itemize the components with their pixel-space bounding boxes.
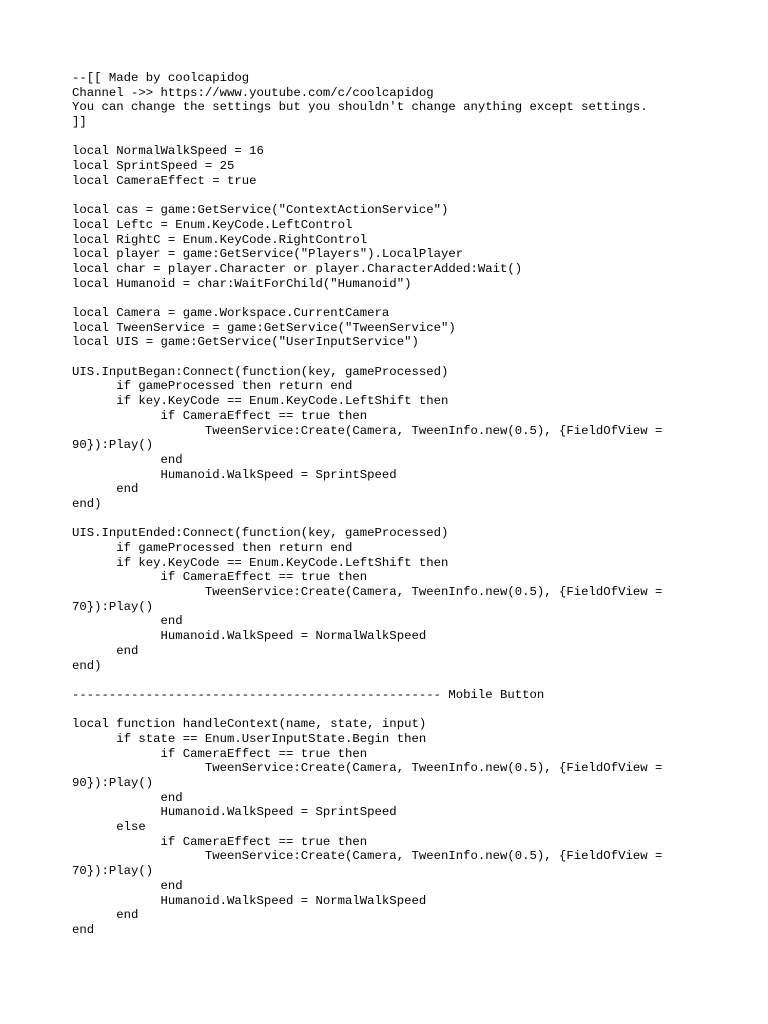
code-line: 90}):Play() bbox=[72, 776, 154, 790]
code-line: UIS.InputEnded:Connect(function(key, gameProcessed) bbox=[72, 526, 449, 541]
code-line: end) bbox=[72, 658, 102, 673]
code-line: end bbox=[72, 643, 139, 658]
code-line: else bbox=[72, 820, 146, 835]
code-line: local cas = game:GetService("ContextActionService") bbox=[72, 203, 449, 218]
code-line: end) bbox=[72, 496, 102, 511]
code-line: local SprintSpeed = 25 bbox=[72, 159, 235, 174]
code-line: You can change the settings but you shouldn't change anything except settings. bbox=[72, 100, 648, 115]
code-line: end bbox=[72, 878, 183, 893]
code-line bbox=[72, 189, 712, 204]
code-line bbox=[72, 291, 712, 306]
code-line: local RightC = Enum.KeyCode.RightControl bbox=[72, 232, 368, 247]
code-line: local Leftc = Enum.KeyCode.LeftControl bbox=[72, 217, 353, 232]
code-line: 70}):Play() bbox=[72, 599, 154, 614]
code-line: if CameraEffect == true then bbox=[72, 570, 368, 585]
code-line: Humanoid.WalkSpeed = NormalWalkSpeed bbox=[72, 629, 427, 644]
code-line bbox=[72, 350, 712, 365]
code-line: end bbox=[72, 908, 139, 923]
code-line: 70}):Play() bbox=[72, 864, 154, 879]
code-line: ]] bbox=[72, 115, 87, 130]
code-line: local function handleContext(name, state, input) bbox=[72, 717, 427, 732]
code-line: if key.KeyCode == Enum.KeyCode.LeftShift then bbox=[72, 555, 449, 570]
code-line: end bbox=[72, 482, 139, 497]
code-line bbox=[72, 673, 712, 688]
code-line: local NormalWalkSpeed = 16 bbox=[72, 144, 264, 159]
code-line bbox=[72, 512, 712, 527]
code-line: TweenService:Create(Camera, TweenInfo.new(0.5), {FieldOfView = bbox=[72, 585, 663, 600]
code-line: end bbox=[72, 790, 183, 805]
code-line: local TweenService = game:GetService("TweenService") bbox=[72, 320, 456, 335]
code-line bbox=[72, 130, 712, 145]
code-line: if CameraEffect == true then bbox=[72, 408, 368, 423]
code-line: if gameProcessed then return end bbox=[72, 541, 353, 555]
code-line: local Humanoid = char:WaitForChild("Humanoid") bbox=[72, 276, 412, 291]
code-line: end bbox=[72, 452, 183, 467]
code-line: local UIS = game:GetService("UserInputService") bbox=[72, 335, 419, 350]
code-line: Humanoid.WalkSpeed = SprintSpeed bbox=[72, 467, 397, 482]
code-line: local char = player.Character or player.CharacterAdded:Wait() bbox=[72, 261, 523, 276]
code-line: end bbox=[72, 614, 183, 629]
code-line: --[[ Made by coolcapidog bbox=[72, 71, 250, 85]
code-line: Channel ->> https://www.youtube.com/c/coolcapidog bbox=[72, 85, 434, 100]
code-line: if key.KeyCode == Enum.KeyCode.LeftShift then bbox=[72, 394, 449, 409]
code-line: Humanoid.WalkSpeed = SprintSpeed bbox=[72, 805, 397, 820]
code-line bbox=[72, 703, 712, 718]
code-line: TweenService:Create(Camera, TweenInfo.new(0.5), {FieldOfView = bbox=[72, 423, 663, 438]
code-line: if state == Enum.UserInputState.Begin then bbox=[72, 731, 427, 746]
code-document bbox=[72, 71, 712, 938]
code-line: local CameraEffect = true bbox=[72, 173, 257, 188]
code-line: UIS.InputBegan:Connect(function(key, gameProcessed) bbox=[72, 364, 449, 379]
code-line: TweenService:Create(Camera, TweenInfo.new(0.5), {FieldOfView = bbox=[72, 849, 663, 864]
section-divider: -------------------------------------------------- Mobile Button bbox=[72, 687, 545, 702]
code-line: if gameProcessed then return end bbox=[72, 379, 353, 394]
code-line: local Camera = game.Workspace.CurrentCamera bbox=[72, 306, 390, 320]
code-line: if CameraEffect == true then bbox=[72, 746, 368, 761]
code-line: if CameraEffect == true then bbox=[72, 834, 368, 849]
code-line: 90}):Play() bbox=[72, 438, 154, 453]
code-line: local player = game:GetService("Players").LocalPlayer bbox=[72, 247, 464, 262]
code-line: TweenService:Create(Camera, TweenInfo.new(0.5), {FieldOfView = bbox=[72, 761, 663, 776]
code-line: Humanoid.WalkSpeed = NormalWalkSpeed bbox=[72, 893, 427, 908]
code-line: end bbox=[72, 922, 95, 937]
